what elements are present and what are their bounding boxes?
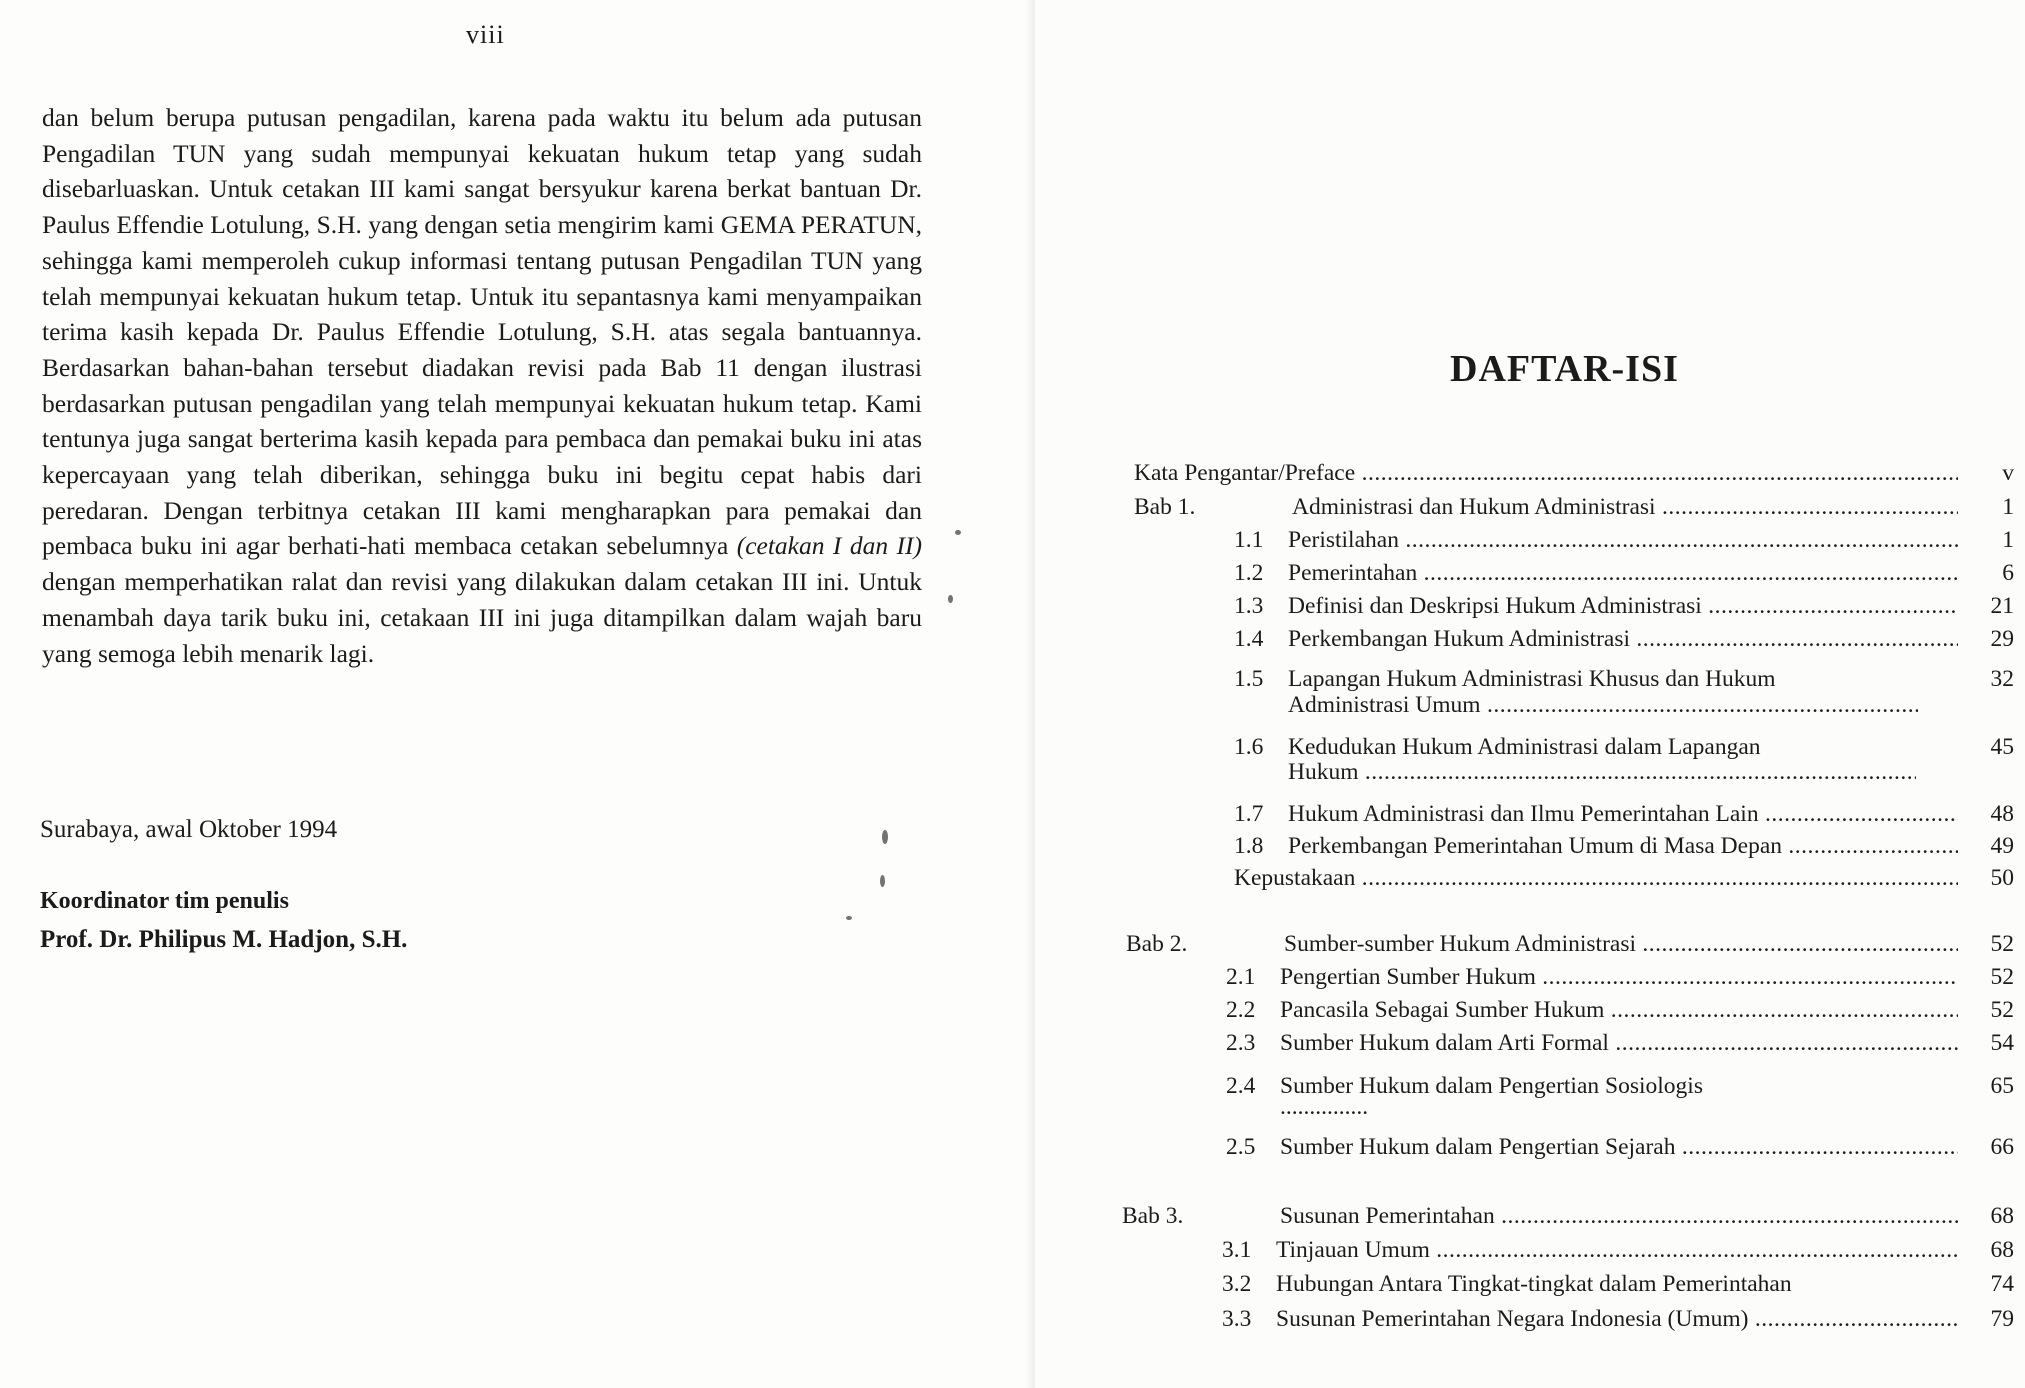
toc-entry-title: Hubungan Antara Tingkat-tingkat dalam Pemerintahan [1276, 1271, 1792, 1297]
toc-entry [1126, 930, 2014, 959]
toc-section-number: 3.3 [1222, 1306, 1252, 1332]
toc-entry-page: 48 [1990, 801, 2014, 827]
toc-entry-page: 65 [1990, 1073, 2014, 1099]
toc-entry [1234, 625, 2014, 654]
toc-entry-page: 79 [1990, 1306, 2014, 1332]
scan-speck [880, 875, 885, 887]
toc-entry [1234, 832, 2014, 861]
toc-section-number: 1.7 [1234, 801, 1264, 827]
toc-entry-title: Sumber Hukum dalam Arti Formal ..... [1280, 1029, 1958, 1058]
toc-entry-page: 32 [1990, 666, 2014, 692]
toc-entry-title: Susunan Pemerintahan Negara Indonesia (Umum) ..... [1276, 1305, 1958, 1334]
toc-section-number: 3.2 [1222, 1271, 1252, 1297]
toc-entry-page: 54 [1990, 1030, 2014, 1056]
toc-entry-title: Susunan Pemerintahan ..... [1280, 1202, 1958, 1231]
toc-entry-title: Kata Pengantar/Preface ..... [1134, 459, 1958, 488]
toc-entry [1122, 1202, 2014, 1231]
toc-section-number: 2.1 [1226, 964, 1256, 990]
toc-entry-title: Sumber Hukum dalam Pengertian Sejarah ..... [1280, 1133, 1958, 1162]
toc-chapter-label: Bab 1. [1134, 494, 1196, 520]
toc-entry-continuation [1288, 691, 1918, 720]
coordinator-name: Prof. Dr. Philipus M. Hadjon, S.H. [40, 926, 408, 953]
toc-entry-page: 45 [1990, 734, 2014, 760]
toc-entry-page: 1 [2002, 494, 2014, 520]
preface-italic: (cetakan I dan II) [736, 531, 923, 561]
toc-section-number: 1.4 [1234, 626, 1264, 652]
scan-speck [948, 595, 953, 603]
toc-entry-title: Lapangan Hukum Administrasi Khusus dan Hukum [1288, 666, 1776, 692]
toc-entry-page: 52 [1990, 964, 2014, 990]
toc-section-number: 1.6 [1234, 734, 1264, 760]
toc-entry-title: Sumber-sumber Hukum Administrasi ..... [1284, 930, 1958, 959]
toc-section-number: 3.1 [1222, 1237, 1252, 1263]
toc-entry [1226, 1133, 2014, 1162]
closing-place-date: Surabaya, awal Oktober 1994 [40, 816, 338, 843]
toc-section-number: 2.4 [1226, 1073, 1256, 1099]
toc-entry-title: Administrasi dan Hukum Administrasi ..... [1292, 493, 1958, 522]
toc-section-number: 1.2 [1234, 560, 1264, 586]
toc-entry-title: Tinjauan Umum ..... [1276, 1236, 1958, 1265]
toc-entry-title-line2: Administrasi Umum ..... [1288, 691, 1918, 720]
toc-entry-title: Kepustakaan ..... [1234, 864, 1958, 893]
toc-section-number: 2.5 [1226, 1134, 1256, 1160]
toc-entry [1234, 864, 2014, 893]
toc-entry [1222, 1305, 2014, 1334]
toc-entry-page: 29 [1990, 626, 2014, 652]
toc-entry-title: Perkembangan Pemerintahan Umum di Masa Depan ..... [1288, 832, 1958, 861]
toc-entry [1234, 727, 2014, 762]
toc-section-number: 1.8 [1234, 833, 1264, 859]
toc-entry [1222, 1236, 2014, 1265]
toc-chapter-label: Bab 3. [1122, 1203, 1184, 1229]
preface-text-end: dengan memperhatikan ralat dan revisi yang dilakukan dalam cetakan III ini. Untuk menambah daya tarik buku ini, cetakaan III ini juga ditampilkan dalam wajah baru yang semoga lebih menarik lagi. [42, 567, 922, 668]
toc-entry [1234, 559, 2014, 588]
toc-entry [1134, 493, 2014, 522]
toc-entry-page: 52 [1990, 997, 2014, 1023]
scan-speck [955, 530, 961, 535]
toc-entry-page: 50 [1990, 865, 2014, 891]
toc-entry-title: Pemerintahan ..... [1288, 559, 1958, 588]
toc-entry-dots: ............... [1280, 1094, 1369, 1120]
toc-entry-page: 49 [1990, 833, 2014, 859]
coordinator-label: Koordinator tim penulis [40, 888, 289, 914]
toc-title: DAFTAR-ISI [1450, 348, 1679, 390]
toc-section-number: 2.2 [1226, 997, 1256, 1023]
page-number: viii [466, 20, 505, 49]
toc-section-number: 1.3 [1234, 593, 1264, 619]
toc-entry-title: Pengertian Sumber Hukum ..... [1280, 963, 1958, 992]
toc-entry [1234, 800, 2014, 829]
toc-entry [1234, 659, 2014, 694]
toc-entry-page: 68 [1990, 1237, 2014, 1263]
toc-section-number: 2.3 [1226, 1030, 1256, 1056]
preface-paragraph [42, 100, 922, 671]
toc-entry-continuation [1288, 758, 1916, 787]
toc-entry-page: 74 [1990, 1271, 2014, 1297]
toc-entry [1234, 526, 2014, 555]
toc-entry-page: 66 [1990, 1134, 2014, 1160]
toc-entry-page: 21 [1990, 593, 2014, 619]
toc-entry-page: 68 [1990, 1203, 2014, 1229]
toc-entry-title: Perkembangan Hukum Administrasi ..... [1288, 625, 1958, 654]
toc-entry-title: Definisi dan Deskripsi Hukum Administrasi ..... [1288, 592, 1958, 621]
toc-entry-title: Pancasila Sebagai Sumber Hukum ..... [1280, 996, 1958, 1025]
toc-section-number: 1.5 [1234, 666, 1264, 692]
toc-entry [1234, 592, 2014, 621]
toc-entry-continuation [1280, 1093, 1368, 1122]
toc-entry-title: Kedudukan Hukum Administrasi dalam Lapangan [1288, 734, 1761, 760]
toc-section-number: 1.1 [1234, 527, 1264, 553]
toc-entry-page: 52 [1990, 931, 2014, 957]
toc-entry-page: 1 [2002, 527, 2014, 553]
toc-entry-title-line2: Hukum ..... [1288, 758, 1916, 787]
toc-entry [1226, 1029, 2014, 1058]
toc-entry-page: 6 [2002, 560, 2014, 586]
toc-entry-title: Sumber Hukum dalam Pengertian Sosiologis [1280, 1073, 1703, 1099]
toc-entry-page: v [2002, 460, 2014, 486]
toc-entry [1226, 996, 2014, 1025]
scan-speck [846, 916, 852, 920]
toc-entry-title: Hukum Administrasi dan Ilmu Pemerintahan Lain ..... [1288, 800, 1958, 829]
toc-entry [1226, 963, 2014, 992]
scan-speck [882, 830, 888, 844]
toc-entry [1134, 459, 2014, 488]
toc-chapter-label: Bab 2. [1126, 931, 1188, 957]
preface-text: dan belum berupa putusan pengadilan, karena pada waktu itu belum ada putusan Pengadilan TUN yang sudah mempunyai kekuatan hukum tetap yang sudah disebarluaskan. Untuk cetakan III kami sangat bersyukur karena berkat bantuan Dr. Paulus Effendie Lotulung, S.H. yang dengan setia mengirim kami GEMA PERATUN, sehingga kami memperoleh cukup informasi tentang putusan Pengadilan TUN yang telah mempunyai kekuatan hukum tetap. Untuk itu sepantasnya kami menyampaikan terima kasih kepada Dr. Paulus Effendie Lotulung, S.H. atas segala bantuannya. Berdasarkan bahan-bahan tersebut diadakan revisi pada Bab 11 dengan ilustrasi berdasarkan putusan pengadilan yang telah mempunyai kekuatan hukum tetap. Kami tentunya juga sangat berterima kasih kepada para pembaca dan pemakai buku ini atas kepercayaan yang telah diberikan, sehingga buku ini begitu cepat habis dari peredaran. Dengan terbitnya cetakan III kami mengharapkan para pemakai dan pembaca buku ini agar berhati-hati membaca cetakan sebelumnya [42, 103, 922, 561]
toc-entry-title: Peristilahan ..... [1288, 526, 1958, 555]
toc-entry [1222, 1270, 2014, 1299]
